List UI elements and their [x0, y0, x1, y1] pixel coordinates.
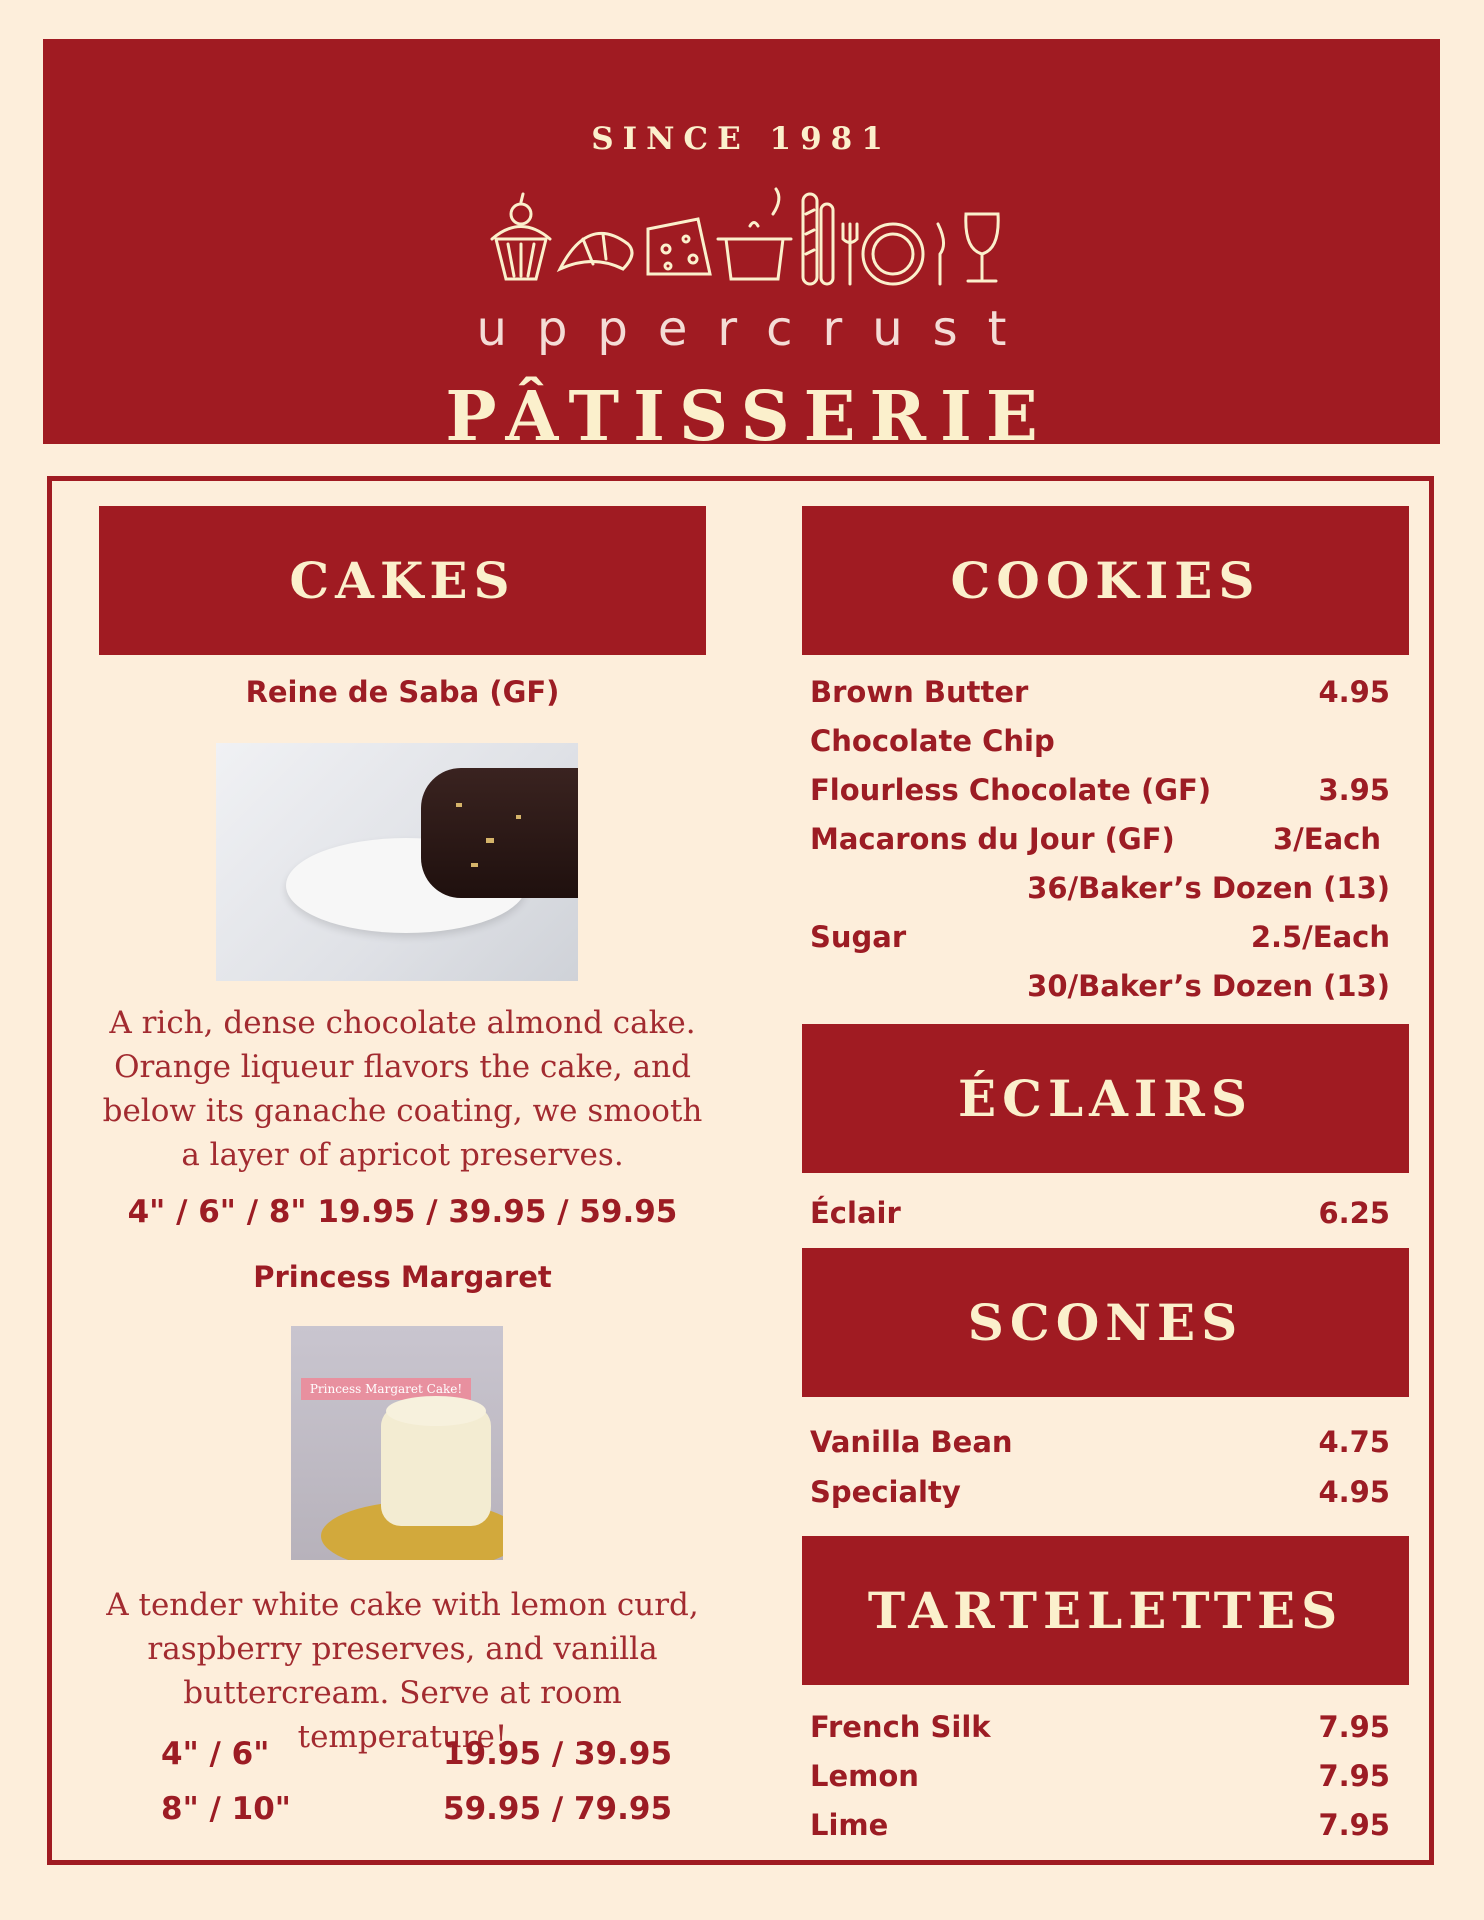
knife-icon	[938, 224, 944, 284]
cookie-price-4: 3/Each	[1273, 822, 1381, 856]
eclair-price-1: 6.25	[1318, 1196, 1390, 1230]
cookie-name-3: Flourless Chocolate (GF)	[810, 773, 1212, 807]
princess-margaret-photo	[291, 1326, 503, 1560]
croissant-icon	[560, 233, 632, 269]
scone-price-2: 4.95	[1318, 1475, 1390, 1509]
tartelette-name-1: French Silk	[810, 1710, 991, 1744]
cake-description-reine: A rich, dense chocolate almond cake. Orange liqueur flavors the cake, and below its ganache coating, we smooth a layer of apricot preserves.	[102, 1005, 703, 1173]
princess-size-2: 8" / 10"	[161, 1791, 291, 1827]
cake-description-princess: A tender white cake with lemon curd, raspberry preserves, and vanilla buttercream. Serve at room temperature!	[106, 1587, 699, 1755]
cupcake-icon	[492, 194, 550, 279]
photo-caption: Princess Margaret Cake!	[301, 1378, 471, 1400]
cookie-price-5b: 30/Baker’s Dozen (13)	[1027, 969, 1390, 1003]
cookie-name-2: Chocolate Chip	[810, 724, 1055, 758]
princess-price-1: 19.95 / 39.95	[443, 1736, 673, 1772]
tartelette-price-3: 7.95	[1318, 1808, 1390, 1842]
cheese-icon	[648, 219, 710, 274]
scone-price-1: 4.75	[1318, 1425, 1390, 1459]
cake-price-reine: 4" / 6" / 8" 19.95 / 39.95 / 59.95	[127, 1194, 678, 1230]
reine-de-saba-photo	[216, 743, 578, 981]
bakery-icons	[488, 184, 1038, 289]
tartelette-name-2: Lemon	[810, 1759, 919, 1793]
cookie-name-4: Macarons du Jour (GF)	[810, 822, 1175, 856]
wine-glass-icon	[966, 214, 998, 281]
eclairs-heading: ÉCLAIRS	[802, 1024, 1409, 1173]
pot-icon	[718, 189, 791, 279]
cookies-heading: COOKIES	[802, 506, 1409, 655]
cake-name-reine: Reine de Saba (GF)	[245, 675, 560, 709]
scones-heading: SCONES	[802, 1248, 1409, 1397]
tartelette-price-2: 7.95	[1318, 1759, 1390, 1793]
since-label: SINCE 1981	[591, 121, 892, 157]
page-title: PÂTISSERIE	[445, 377, 1052, 457]
tartelette-price-1: 7.95	[1318, 1710, 1390, 1744]
tartelettes-heading: TARTELETTES	[802, 1536, 1409, 1685]
scone-name-2: Specialty	[810, 1475, 961, 1509]
baguette-icon	[803, 194, 833, 284]
cookie-price-4b: 36/Baker’s Dozen (13)	[1027, 871, 1390, 905]
cake-name-princess: Princess Margaret	[253, 1260, 552, 1294]
scone-name-1: Vanilla Bean	[810, 1425, 1013, 1459]
cookie-name-5: Sugar	[810, 920, 907, 954]
cookie-price-3: 3.95	[1318, 773, 1390, 807]
fork-icon	[843, 224, 857, 284]
eclair-name-1: Éclair	[810, 1196, 901, 1230]
brand-name: uppercrust	[476, 301, 1037, 357]
plate-icon	[863, 224, 923, 284]
cookie-price-5: 2.5/Each	[1250, 920, 1390, 954]
cookie-price-1: 4.95	[1318, 675, 1390, 709]
cakes-heading: CAKES	[99, 506, 706, 655]
tartelette-name-3: Lime	[810, 1808, 889, 1842]
cookie-name-1: Brown Butter	[810, 675, 1029, 709]
header-banner	[43, 39, 1440, 457]
princess-price-2: 59.95 / 79.95	[443, 1791, 673, 1827]
princess-size-1: 4" / 6"	[161, 1736, 270, 1772]
